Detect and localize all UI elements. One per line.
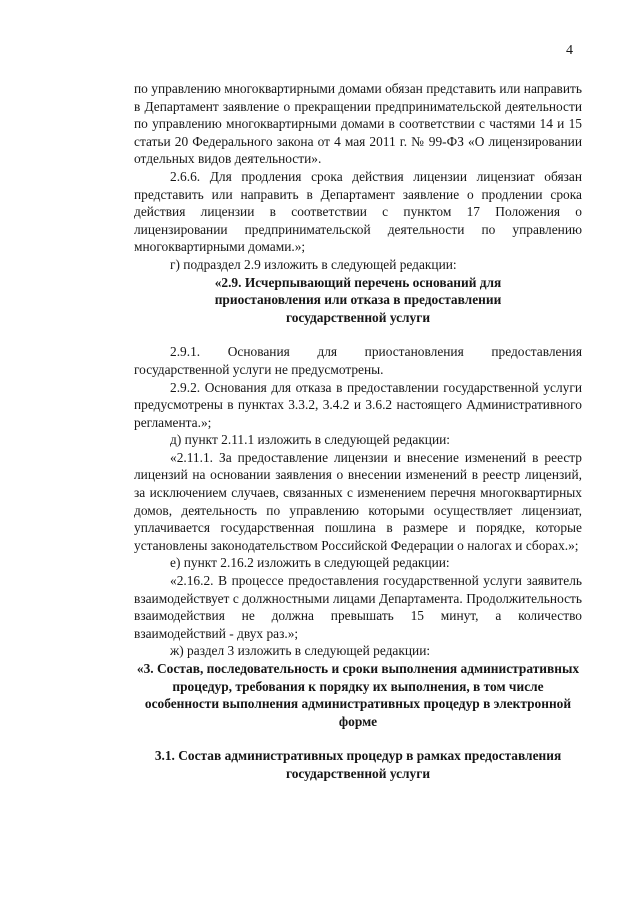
paragraph-2-6-6: 2.6.6. Для продления срока действия лицензии лицензиат обязан представить или направить в Департамент заявление о продлении срока действия лицензии в соответствии с пунктом 17 Положения о лицензировании предпринимательской деятельности по управлению многоквартирными домами.»; — [134, 168, 582, 255]
page-number: 4 — [566, 43, 573, 58]
heading-2-9: «2.9. Исчерпывающий перечень оснований для приостановления или отказа в предоставлении государственной услуги — [214, 274, 502, 325]
document-body — [134, 80, 582, 783]
paragraph-subsection-g: г) подраздел 2.9 изложить в следующей редакции: — [170, 256, 457, 272]
paragraph-2-9-1: 2.9.1. Основания для приостановления предоставления государственной услуги не предусмотрены. — [134, 344, 582, 377]
paragraph-item-zh: ж) раздел 3 изложить в следующей редакции: — [170, 643, 431, 659]
heading-section-3: «3. Состав, последовательность и сроки выполнения административных процедур, требования к порядку их выполнения, в том числе особенности выполнения административных процедур в электронной форме — [136, 661, 580, 729]
paragraph-2-9-2: 2.9.2. Основания для отказа в предоставлении государственной услуги предусмотрены в пунктах 3.3.2, 3.4.2 и 3.6.2 настоящего Административного регламента.»; — [134, 379, 582, 430]
paragraph-item-d: д) пункт 2.11.1 изложить в следующей редакции: — [170, 432, 451, 448]
paragraph-item-e: е) пункт 2.16.2 изложить в следующей редакции: — [170, 555, 450, 571]
heading-3-1: 3.1. Состав административных процедур в рамках предоставления государственной услуги — [154, 748, 562, 781]
spacer — [134, 730, 582, 747]
spacer — [134, 326, 582, 343]
paragraph-2-16-2: «2.16.2. В процессе предоставления государственной услуги заявитель взаимодействует с должностными лицами Департамента. Продолжительность взаимодействия не должна превышать 15 минут, а количество взаимодействий - двух раз.»; — [134, 573, 582, 641]
paragraph-continuation: по управлению многоквартирными домами обязан представить или направить в Департамент заявление о прекращении предпринимательской деятельности по управлению многоквартирными домами в соответствии с частями 14 и 15 статьи 20 Федерального закона от 4 мая 2011 г. № 99-ФЗ «О лицензировании отдельных видов деятельности». — [134, 81, 582, 167]
paragraph-2-11-1: «2.11.1. За предоставление лицензии и внесение изменений в реестр лицензий на основании заявления о внесении изменений в реестр лицензий, за исключением случаев, связанных с изменением перечня многоквартирных домов, деятельность по управлению которыми осуществляет лицензиат, уплачивается государственная пошлина в размере и порядке, которые установлены законодательством Российской Федерации о налогах и сборах.»; — [134, 449, 582, 553]
